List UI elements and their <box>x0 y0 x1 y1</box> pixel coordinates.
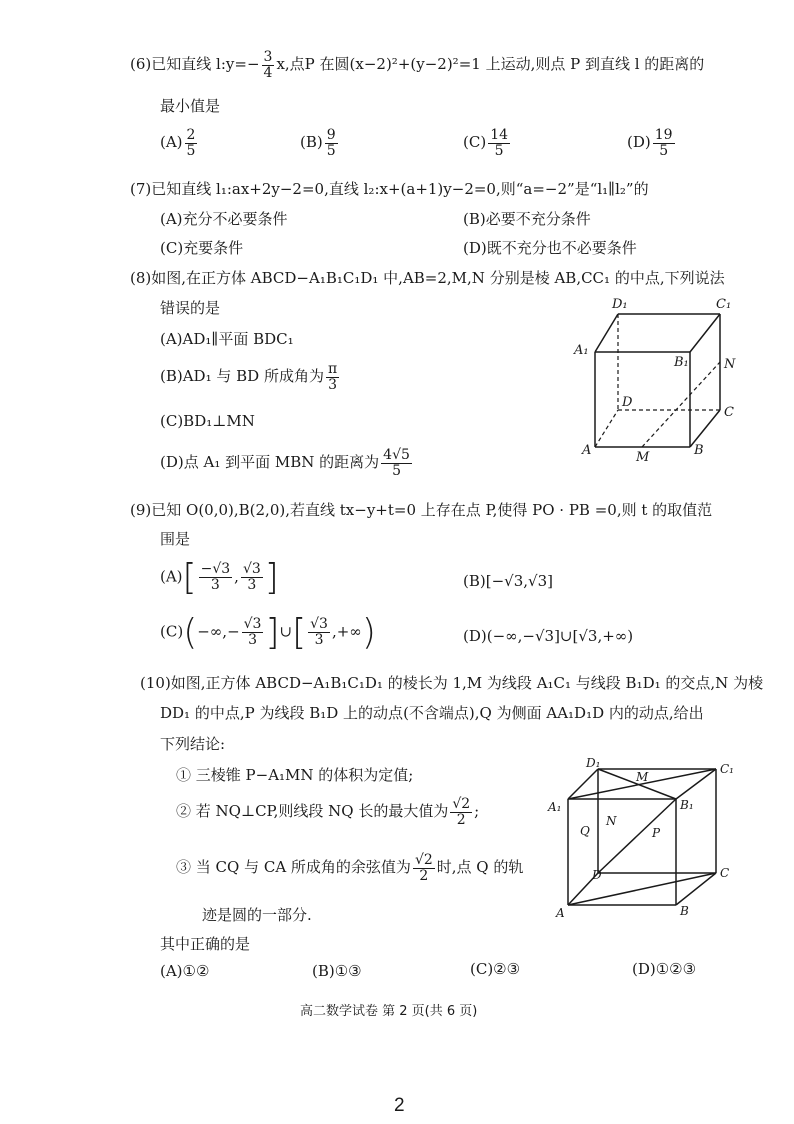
q9-option-c[interactable]: (C)(−∞,− $\frac{√3}{3}$ ]∪[ $\frac{√3}{3}$ ,+∞) <box>160 612 376 653</box>
q8-stem: (8)如图,在正方体 ABCD−A₁B₁C₁D₁ 中,AB=2,M,N 分别是棱 AB,CC₁ 的中点,下列说法 <box>130 269 725 287</box>
label-d1: D₁ <box>612 297 628 312</box>
q10-cube-figure <box>540 755 750 925</box>
q6-fraction: $\frac{3}{4}$ <box>263 49 273 81</box>
label-p: P <box>652 826 661 840</box>
label-a: A <box>556 906 565 920</box>
edge-b1c1 <box>690 314 720 352</box>
label-m: M <box>636 770 649 784</box>
q9-continuation: 围是 <box>160 530 191 548</box>
q6-option-b[interactable]: (B) $\frac{9}{5}$ <box>300 127 336 159</box>
label-b1: B₁ <box>674 355 689 370</box>
page-number: 2 <box>394 1095 405 1116</box>
q8-continuation: 错误的是 <box>160 299 221 317</box>
q6-line-def: l:y=− <box>216 55 260 74</box>
q10-option-d[interactable]: (D)①②③ <box>632 960 697 978</box>
label-n: N <box>606 814 617 828</box>
q7-stem: (7)已知直线 l₁:ax+2y−2=0,直线 l₂:x+(a+1)y−2=0,则“a=−2”是“l₁∥l₂”的 <box>130 180 649 198</box>
q10-conclusion-1: ① 三棱锥 P−A₁MN 的体积为定值; <box>176 766 414 784</box>
label-d: D <box>622 395 633 410</box>
q6-option-c[interactable]: (C) $\frac{14}{5}$ <box>463 127 509 159</box>
label-a1: A₁ <box>548 800 562 814</box>
q8-option-b[interactable]: (B)AD₁ 与 BD 所成角为 $\frac{\pi}{3}$ <box>160 361 338 393</box>
q8-option-a[interactable]: (A)AD₁∥平面 BDC₁ <box>160 330 294 348</box>
q9-option-b[interactable]: (B)[−√3,√3] <box>463 572 553 590</box>
q8-option-d[interactable]: (D)点 A₁ 到平面 MBN 的距离为 $\frac{4√5}{5}$ <box>160 447 410 479</box>
q7-option-b[interactable]: (B)必要不充分条件 <box>463 210 591 228</box>
q9-option-d[interactable]: (D)(−∞,−√3]∪[√3,+∞) <box>463 627 634 645</box>
q10-prompt: 其中正确的是 <box>160 935 251 953</box>
segment-mn <box>642 362 720 447</box>
q6-text-b: x,点 <box>276 55 305 74</box>
q6-text-c: P 在圆(x−2)²+(y−2)²=1 上运动,则点 P 到直线 l 的距离的 <box>304 55 705 74</box>
label-n: N <box>724 357 736 372</box>
q6-stem <box>130 50 704 80</box>
q6-number: (6) <box>130 55 152 74</box>
label-d1: D₁ <box>586 756 601 770</box>
q9-option-a[interactable]: (A)[ $\frac{-√3}{3}$ , $\frac{√3}{3}$ ] <box>160 557 279 598</box>
q10-option-c[interactable]: (C)②③ <box>470 960 521 978</box>
edge-bc <box>690 410 720 447</box>
label-c1: C₁ <box>716 297 732 312</box>
q7-option-d[interactable]: (D)既不充分也不必要条件 <box>463 239 637 257</box>
page-footer: 高二数学试卷 第 2 页(共 6 页) <box>300 1004 478 1019</box>
label-b: B <box>694 443 704 458</box>
label-a1: A₁ <box>574 343 589 358</box>
label-b: B <box>680 904 689 918</box>
edge-a1d1 <box>595 314 618 352</box>
q10-conclusion-3: ③ 当 CQ 与 CA 所成角的余弦值为 $\frac{√2}{2}$ 时,点 Q 的轨 <box>176 852 524 884</box>
q8-option-c[interactable]: (C)BD₁⊥MN <box>160 412 255 430</box>
q6-text-a: 已知直线 <box>151 55 212 74</box>
label-q: Q <box>580 824 590 838</box>
q10-option-a[interactable]: (A)①② <box>160 962 210 980</box>
q10-option-b[interactable]: (B)①③ <box>312 962 362 980</box>
q10-stem-line1: (10)如图,正方体 ABCD−A₁B₁C₁D₁ 的棱长为 1,M 为线段 A₁C₁ 与线段 B₁D₁ 的交点,N 为棱 <box>140 674 764 692</box>
q6-option-a[interactable]: (A) $\frac{2}{5}$ <box>160 127 196 159</box>
edge-ad-hidden <box>595 410 618 447</box>
label-a: A <box>582 443 592 458</box>
label-c1: C₁ <box>720 762 734 776</box>
q10-conclusion-2: ② 若 NQ⊥CP,则线段 NQ 长的最大值为 $\frac{√2}{2}$ ; <box>176 796 480 828</box>
q6-continuation: 最小值是 <box>160 97 221 115</box>
q10-stem-line2: DD₁ 的中点,P 为线段 B₁D 上的动点(不含端点),Q 为侧面 AA₁D₁D 内的动点,给出 <box>160 704 704 722</box>
label-c: C <box>724 405 734 420</box>
q7-option-c[interactable]: (C)充要条件 <box>160 239 244 257</box>
q10-stem-line3: 下列结论: <box>160 735 226 753</box>
q8-cube-figure <box>560 292 760 464</box>
q7-option-a[interactable]: (A)充分不必要条件 <box>160 210 288 228</box>
label-b1: B₁ <box>680 798 694 812</box>
label-c: C <box>720 866 730 880</box>
diag-b1d <box>598 799 676 873</box>
diag-ac <box>568 873 716 905</box>
q6-option-d[interactable]: (D) $\frac{19}{5}$ <box>627 127 673 159</box>
label-m: M <box>636 450 650 464</box>
q10-conclusion-3-cont: 迹是圆的一部分. <box>202 906 312 924</box>
q9-stem: (9)已知 O(0,0),B(2,0),若直线 tx−y+t=0 上存在点 P,使得 PO · PB =0,则 t 的取值范 <box>130 501 713 519</box>
label-d: D <box>592 868 602 882</box>
